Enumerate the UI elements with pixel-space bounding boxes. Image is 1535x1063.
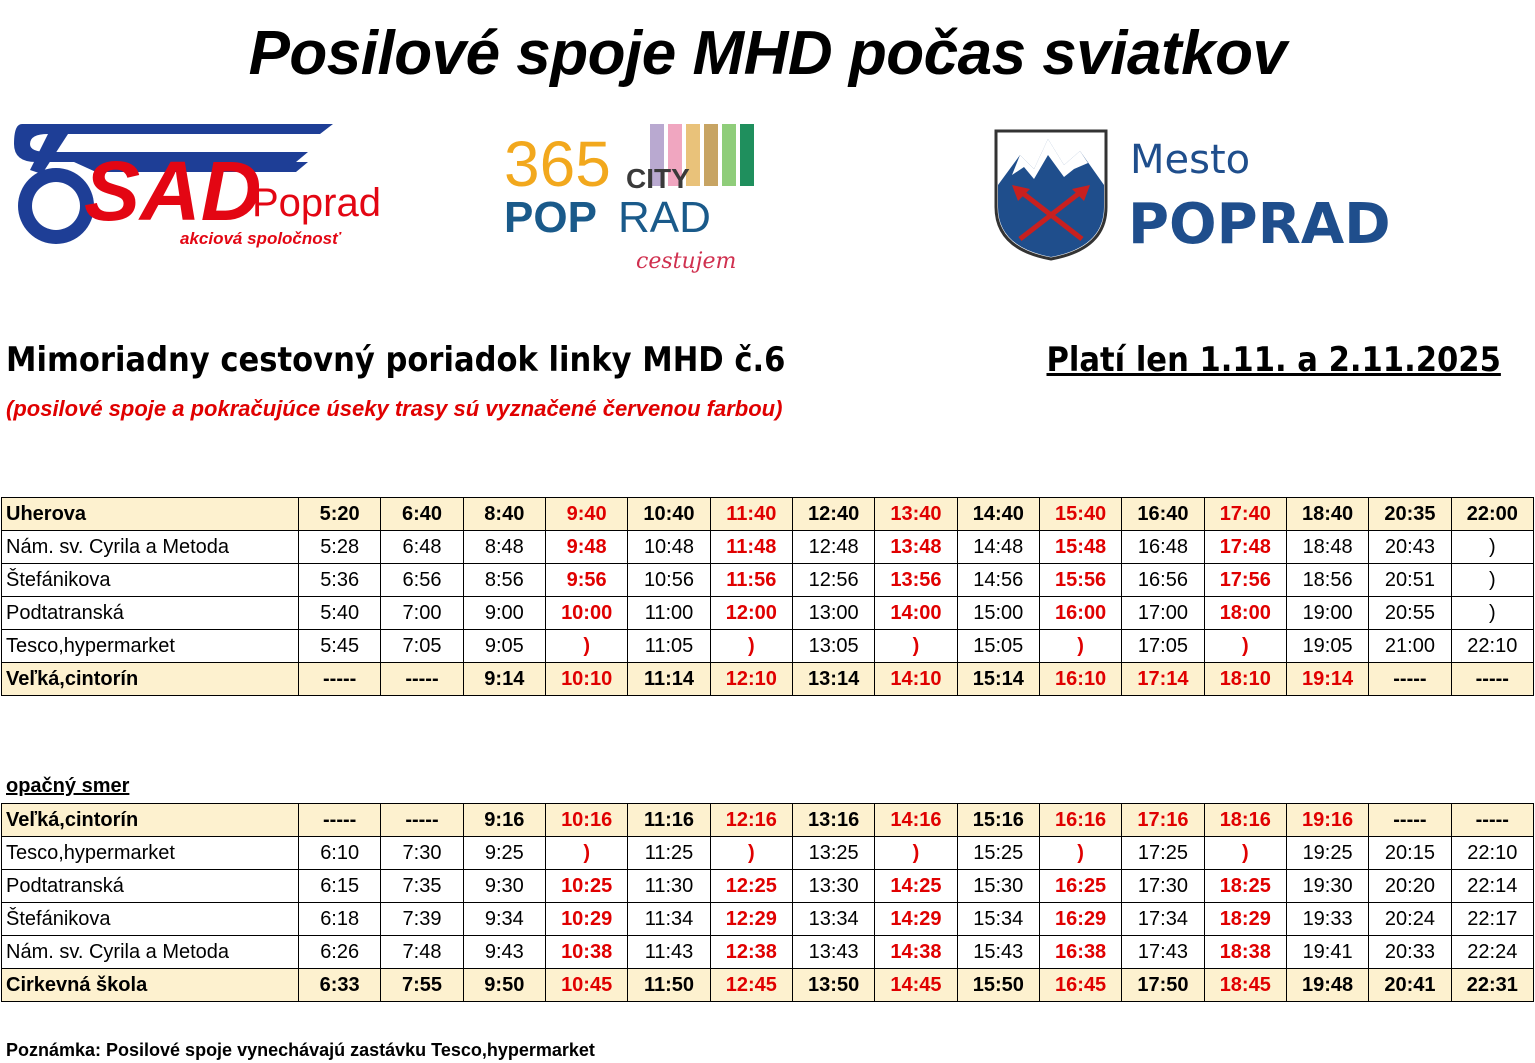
- departure-time: ): [710, 837, 792, 870]
- departure-time: 9:16: [463, 804, 545, 837]
- departure-time: 20:41: [1369, 969, 1451, 1002]
- departure-time: 10:40: [628, 498, 710, 531]
- departure-time: 22:10: [1451, 630, 1533, 663]
- departure-time: 5:28: [299, 531, 381, 564]
- departure-time: 12:25: [710, 870, 792, 903]
- departure-time: 12:45: [710, 969, 792, 1002]
- departure-time: 16:00: [1039, 597, 1121, 630]
- table-row: [2, 804, 1534, 837]
- departure-time: 7:30: [381, 837, 463, 870]
- departure-time: 16:40: [1122, 498, 1204, 531]
- departure-time: 20:51: [1369, 564, 1451, 597]
- departure-time: 9:05: [463, 630, 545, 663]
- stop-name: Tesco,hypermarket: [2, 630, 299, 663]
- sad-logo-sub: akciová spoločnosť: [180, 229, 341, 248]
- departure-time: 17:50: [1122, 969, 1204, 1002]
- departure-time: 5:45: [299, 630, 381, 663]
- departure-time: -----: [381, 663, 463, 696]
- departure-time: 12:40: [792, 498, 874, 531]
- departure-time: ): [875, 630, 957, 663]
- departure-time: 18:10: [1204, 663, 1286, 696]
- departure-time: 10:00: [545, 597, 627, 630]
- departure-time: 12:16: [710, 804, 792, 837]
- departure-time: ): [1204, 837, 1286, 870]
- departure-time: 17:14: [1122, 663, 1204, 696]
- departure-time: 11:50: [628, 969, 710, 1002]
- departure-time: 14:56: [957, 564, 1039, 597]
- departure-time: 18:16: [1204, 804, 1286, 837]
- departure-time: 19:14: [1286, 663, 1368, 696]
- table-row: [2, 564, 1534, 597]
- table-row: [2, 498, 1534, 531]
- departure-time: 19:00: [1286, 597, 1368, 630]
- departure-time: 17:05: [1122, 630, 1204, 663]
- departure-time: 15:34: [957, 903, 1039, 936]
- departure-time: 20:15: [1369, 837, 1451, 870]
- stop-name: Štefánikova: [2, 903, 299, 936]
- departure-time: 5:36: [299, 564, 381, 597]
- stop-name: Štefánikova: [2, 564, 299, 597]
- departure-time: 19:48: [1286, 969, 1368, 1002]
- departure-time: ): [1451, 531, 1533, 564]
- stop-name: Nám. sv. Cyrila a Metoda: [2, 936, 299, 969]
- city365-rad: RAD: [618, 193, 711, 242]
- departure-time: 7:55: [381, 969, 463, 1002]
- departure-time: 9:34: [463, 903, 545, 936]
- departure-time: 19:41: [1286, 936, 1368, 969]
- departure-time: 15:40: [1039, 498, 1121, 531]
- departure-time: 10:56: [628, 564, 710, 597]
- departure-time: 15:00: [957, 597, 1039, 630]
- table-row: [2, 531, 1534, 564]
- departure-time: ): [1039, 837, 1121, 870]
- table-row: [2, 663, 1534, 696]
- departure-time: 10:10: [545, 663, 627, 696]
- departure-time: 9:00: [463, 597, 545, 630]
- departure-time: 16:16: [1039, 804, 1121, 837]
- sad-poprad-logo: [8, 118, 398, 258]
- departure-time: 22:31: [1451, 969, 1533, 1002]
- departure-time: 12:38: [710, 936, 792, 969]
- departure-time: 16:29: [1039, 903, 1121, 936]
- departure-time: -----: [299, 804, 381, 837]
- departure-time: 6:40: [381, 498, 463, 531]
- timetable-forward: [1, 497, 1534, 696]
- departure-time: 18:48: [1286, 531, 1368, 564]
- departure-time: 15:30: [957, 870, 1039, 903]
- departure-time: 17:43: [1122, 936, 1204, 969]
- departure-time: 16:25: [1039, 870, 1121, 903]
- departure-time: 6:18: [299, 903, 381, 936]
- stop-name: Cirkevná škola: [2, 969, 299, 1002]
- departure-time: 7:00: [381, 597, 463, 630]
- departure-time: -----: [1451, 804, 1533, 837]
- departure-time: 19:16: [1286, 804, 1368, 837]
- departure-time: 7:05: [381, 630, 463, 663]
- departure-time: 13:14: [792, 663, 874, 696]
- departure-time: 6:26: [299, 936, 381, 969]
- city365-pop: POP: [504, 193, 597, 242]
- stop-name: Uherova: [2, 498, 299, 531]
- departure-time: 15:16: [957, 804, 1039, 837]
- departure-time: 13:50: [792, 969, 874, 1002]
- departure-time: -----: [1451, 663, 1533, 696]
- departure-time: ): [1039, 630, 1121, 663]
- departure-time: 14:38: [875, 936, 957, 969]
- table-row: [2, 597, 1534, 630]
- departure-time: 22:00: [1451, 498, 1533, 531]
- departure-time: 11:00: [628, 597, 710, 630]
- departure-time: 12:56: [792, 564, 874, 597]
- departure-time: 13:48: [875, 531, 957, 564]
- table-row: [2, 870, 1534, 903]
- departure-time: 13:05: [792, 630, 874, 663]
- departure-time: 11:34: [628, 903, 710, 936]
- departure-time: 17:40: [1204, 498, 1286, 531]
- departure-time: 18:45: [1204, 969, 1286, 1002]
- table-row: [2, 630, 1534, 663]
- stop-name: Podtatranská: [2, 870, 299, 903]
- departure-time: 5:20: [299, 498, 381, 531]
- departure-time: 14:29: [875, 903, 957, 936]
- departure-time: 9:40: [545, 498, 627, 531]
- departure-time: 10:48: [628, 531, 710, 564]
- departure-time: 15:25: [957, 837, 1039, 870]
- departure-time: 17:48: [1204, 531, 1286, 564]
- departure-time: ): [545, 837, 627, 870]
- departure-time: 18:29: [1204, 903, 1286, 936]
- departure-time: 13:16: [792, 804, 874, 837]
- departure-time: 11:40: [710, 498, 792, 531]
- departure-time: 20:33: [1369, 936, 1451, 969]
- departure-time: 15:48: [1039, 531, 1121, 564]
- departure-time: 16:38: [1039, 936, 1121, 969]
- departure-time: 20:43: [1369, 531, 1451, 564]
- departure-time: 9:48: [545, 531, 627, 564]
- departure-time: 22:14: [1451, 870, 1533, 903]
- departure-time: 17:00: [1122, 597, 1204, 630]
- departure-time: 7:35: [381, 870, 463, 903]
- timetable-subtitle: (posilové spoje a pokračujúce úseky trasy sú vyznačené červenou farbou): [6, 396, 783, 421]
- departure-time: 9:30: [463, 870, 545, 903]
- departure-time: 22:17: [1451, 903, 1533, 936]
- departure-time: 8:56: [463, 564, 545, 597]
- departure-time: 11:56: [710, 564, 792, 597]
- departure-time: 20:55: [1369, 597, 1451, 630]
- departure-time: 16:56: [1122, 564, 1204, 597]
- departure-time: 11:16: [628, 804, 710, 837]
- departure-time: 13:56: [875, 564, 957, 597]
- stop-name: Nám. sv. Cyrila a Metoda: [2, 531, 299, 564]
- departure-time: 15:14: [957, 663, 1039, 696]
- departure-time: 8:48: [463, 531, 545, 564]
- city365-number: 365: [504, 128, 611, 200]
- departure-time: 10:29: [545, 903, 627, 936]
- sad-logo-main: SAD: [84, 144, 262, 238]
- departure-time: 18:40: [1286, 498, 1368, 531]
- departure-time: 20:20: [1369, 870, 1451, 903]
- mesto-line1: Mesto: [1130, 137, 1251, 183]
- departure-time: 14:45: [875, 969, 957, 1002]
- departure-time: 13:25: [792, 837, 874, 870]
- departure-time: 6:33: [299, 969, 381, 1002]
- city365-city-word: CITY: [626, 163, 690, 194]
- departure-time: 14:00: [875, 597, 957, 630]
- reverse-direction-label: opačný smer: [6, 775, 130, 797]
- departure-time: 10:16: [545, 804, 627, 837]
- departure-time: ): [545, 630, 627, 663]
- departure-time: 11:05: [628, 630, 710, 663]
- page-title: Posilové spoje MHD počas sviatkov: [248, 19, 1287, 88]
- departure-time: 15:56: [1039, 564, 1121, 597]
- departure-time: 11:30: [628, 870, 710, 903]
- departure-time: 17:25: [1122, 837, 1204, 870]
- departure-time: 9:43: [463, 936, 545, 969]
- departure-time: 6:56: [381, 564, 463, 597]
- footnote: Poznámka: Posilové spoje vynechávajú zastávku Tesco,hypermarket: [6, 1040, 595, 1060]
- departure-time: 14:25: [875, 870, 957, 903]
- departure-time: -----: [381, 804, 463, 837]
- departure-time: 8:40: [463, 498, 545, 531]
- departure-time: 13:34: [792, 903, 874, 936]
- table-row: [2, 903, 1534, 936]
- departure-time: 17:30: [1122, 870, 1204, 903]
- departure-time: 11:14: [628, 663, 710, 696]
- departure-time: 14:16: [875, 804, 957, 837]
- sad-logo-city: Poprad: [252, 181, 381, 225]
- departure-time: 12:29: [710, 903, 792, 936]
- departure-time: 12:00: [710, 597, 792, 630]
- departure-time: 12:10: [710, 663, 792, 696]
- departure-time: ): [1204, 630, 1286, 663]
- stop-name: Tesco,hypermarket: [2, 837, 299, 870]
- table-row: [2, 936, 1534, 969]
- departure-time: 19:30: [1286, 870, 1368, 903]
- departure-time: 13:43: [792, 936, 874, 969]
- departure-time: 10:38: [545, 936, 627, 969]
- departure-time: 6:15: [299, 870, 381, 903]
- departure-time: 16:45: [1039, 969, 1121, 1002]
- departure-time: 16:10: [1039, 663, 1121, 696]
- departure-time: 15:43: [957, 936, 1039, 969]
- departure-time: ): [875, 837, 957, 870]
- departure-time: 20:24: [1369, 903, 1451, 936]
- departure-time: 19:25: [1286, 837, 1368, 870]
- departure-time: -----: [1369, 663, 1451, 696]
- departure-time: 9:56: [545, 564, 627, 597]
- departure-time: 9:14: [463, 663, 545, 696]
- departure-time: 21:00: [1369, 630, 1451, 663]
- departure-time: 7:39: [381, 903, 463, 936]
- departure-time: ): [1451, 597, 1533, 630]
- stop-name: Veľká,cintorín: [2, 804, 299, 837]
- departure-time: 17:16: [1122, 804, 1204, 837]
- departure-time: 11:25: [628, 837, 710, 870]
- departure-time: 15:05: [957, 630, 1039, 663]
- departure-time: 6:48: [381, 531, 463, 564]
- departure-time: 6:10: [299, 837, 381, 870]
- departure-time: 13:30: [792, 870, 874, 903]
- departure-time: 19:33: [1286, 903, 1368, 936]
- departure-time: 15:50: [957, 969, 1039, 1002]
- departure-time: 22:10: [1451, 837, 1533, 870]
- departure-time: 18:00: [1204, 597, 1286, 630]
- departure-time: 13:40: [875, 498, 957, 531]
- departure-time: 18:25: [1204, 870, 1286, 903]
- departure-time: ): [710, 630, 792, 663]
- table-row: [2, 837, 1534, 870]
- departure-time: 19:05: [1286, 630, 1368, 663]
- departure-time: 11:43: [628, 936, 710, 969]
- departure-time: -----: [299, 663, 381, 696]
- stop-name: Podtatranská: [2, 597, 299, 630]
- departure-time: 18:38: [1204, 936, 1286, 969]
- departure-time: 14:48: [957, 531, 1039, 564]
- departure-time: 10:25: [545, 870, 627, 903]
- departure-time: 13:00: [792, 597, 874, 630]
- departure-time: 14:10: [875, 663, 957, 696]
- table-row: [2, 969, 1534, 1002]
- validity-dates: Platí len 1.11. a 2.11.2025: [1046, 340, 1501, 380]
- mesto-line2: POPRAD: [1128, 192, 1391, 257]
- departure-time: 12:48: [792, 531, 874, 564]
- timetable-title: Mimoriadny cestovný poriadok linky MHD č.6: [6, 340, 786, 380]
- mesto-poprad-logo: [990, 125, 1410, 265]
- departure-time: ): [1451, 564, 1533, 597]
- departure-time: 17:34: [1122, 903, 1204, 936]
- departure-time: 16:48: [1122, 531, 1204, 564]
- stop-name: Veľká,cintorín: [2, 663, 299, 696]
- departure-time: 9:25: [463, 837, 545, 870]
- city365-poprad-logo: [500, 118, 760, 278]
- departure-time: 14:40: [957, 498, 1039, 531]
- departure-time: 11:48: [710, 531, 792, 564]
- departure-time: 20:35: [1369, 498, 1451, 531]
- city365-slogan: cestujem: [636, 249, 737, 274]
- departure-time: 17:56: [1204, 564, 1286, 597]
- departure-time: 9:50: [463, 969, 545, 1002]
- timetable-reverse: [1, 803, 1534, 1002]
- departure-time: 18:56: [1286, 564, 1368, 597]
- departure-time: 5:40: [299, 597, 381, 630]
- departure-time: 22:24: [1451, 936, 1533, 969]
- departure-time: -----: [1369, 804, 1451, 837]
- departure-time: 7:48: [381, 936, 463, 969]
- departure-time: 10:45: [545, 969, 627, 1002]
